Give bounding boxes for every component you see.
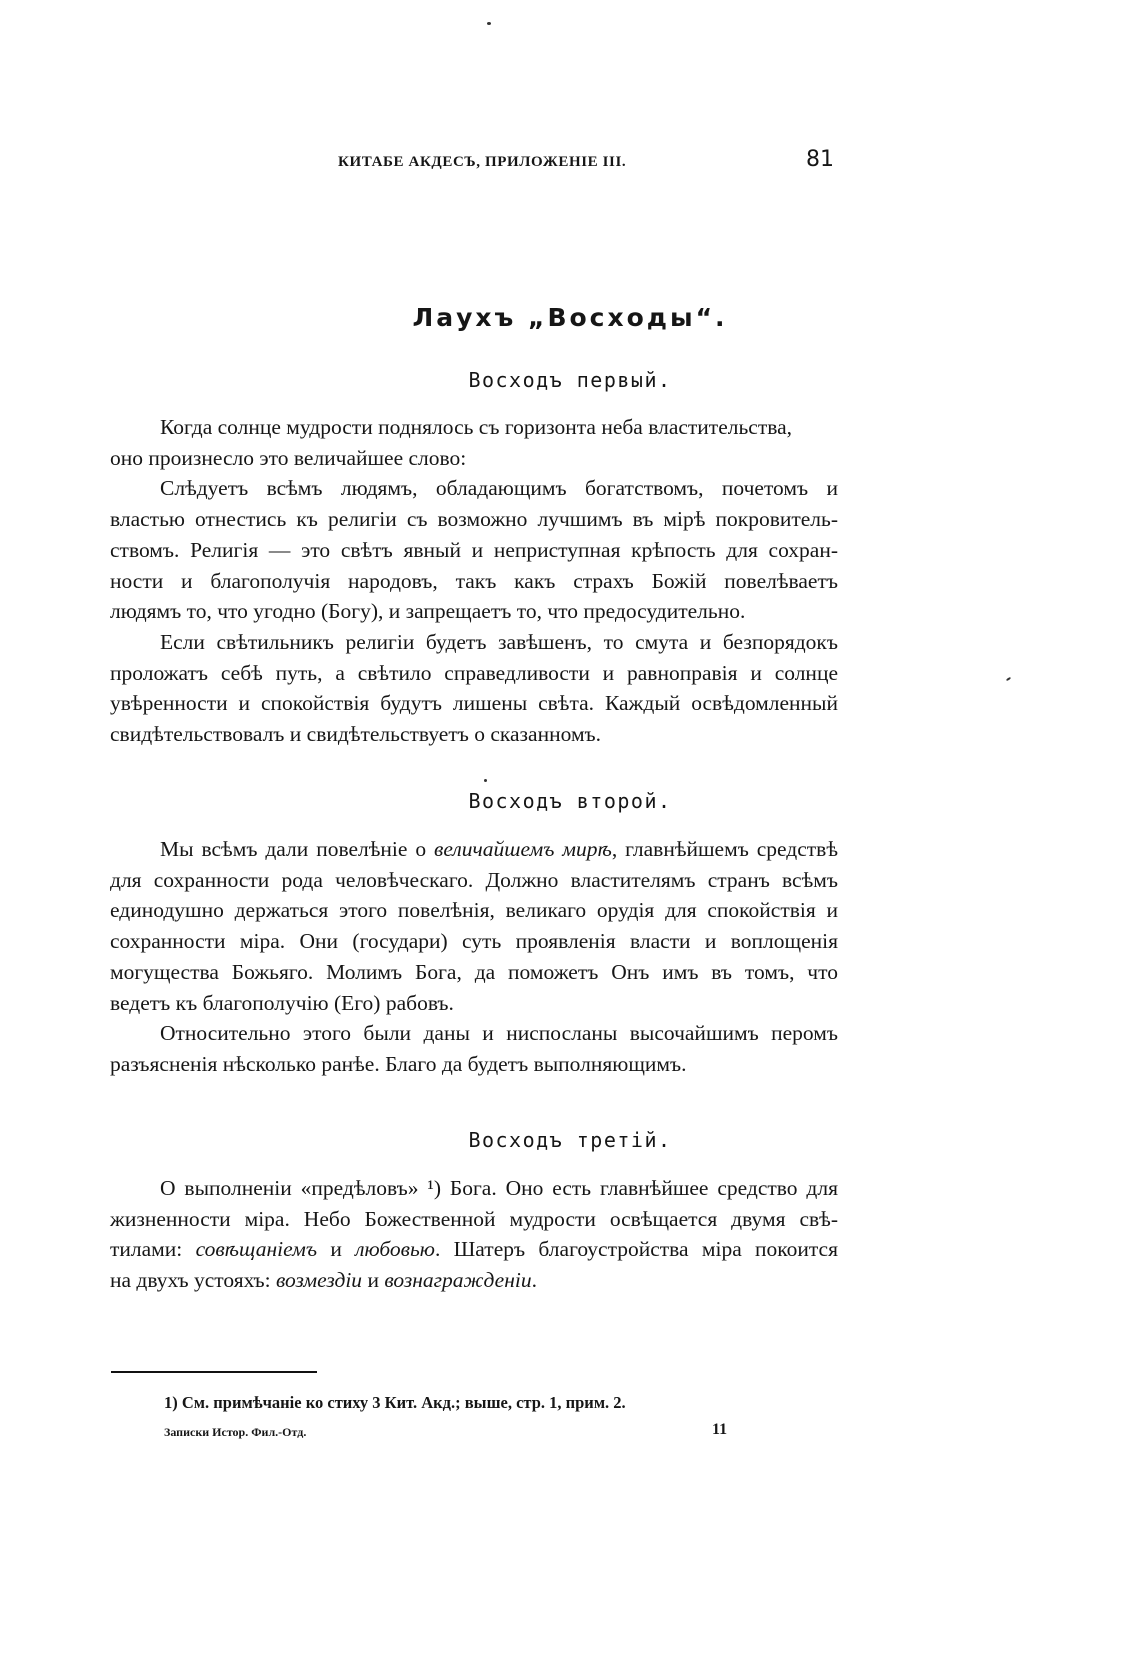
text-line: ствомъ. Религія — это свѣтъ явный и неприступная крѣпость для сохран-: [110, 537, 838, 562]
italic-term: вознагражденіи: [384, 1268, 532, 1293]
section-body-second: [110, 834, 838, 1080]
scan-speck: [484, 779, 487, 782]
text-line: Если свѣтильникъ религіи будетъ завѣшенъ, то смута и безпорядокъ: [160, 629, 838, 654]
text-line: ности и благополучія народовъ, такъ какъ страхъ Божій повелѣваетъ: [110, 568, 838, 593]
text-line: властью отнестись къ религіи съ возможно лучшимъ въ мірѣ покровитель-: [110, 507, 838, 532]
section-heading-second: Восходъ второй.: [468, 789, 672, 813]
text-line: могущества Божьяго. Молимъ Бога, да поможетъ Онъ имъ въ томъ, что: [110, 959, 838, 984]
text-line: для сохранности рода человѣческаго. Должно властителямъ странъ всѣмъ: [110, 867, 838, 892]
footer-signature: Записки Истор. Фил.-Отд.: [164, 1425, 307, 1439]
italic-term: совѣщаніемъ: [195, 1237, 318, 1262]
scan-speck: [487, 22, 491, 25]
text-line: жизненности міра. Небо Божественной мудрости освѣщается двумя свѣ-: [110, 1206, 838, 1231]
scan-speck: [1006, 677, 1011, 682]
italic-term: любовью: [355, 1237, 435, 1262]
running-head: КИТАБЕ АКДЕСЪ, ПРИЛОЖЕНІЕ III.: [338, 154, 627, 170]
text-line: Когда солнце мудрости поднялось съ горизонта неба властительства,: [160, 415, 793, 439]
text-line: оно произнесло это величайшее слово:: [110, 445, 467, 470]
text-line: [110, 1234, 838, 1265]
page-number: 81: [806, 147, 834, 172]
text-line: Относительно этого были даны и ниспосланы высочайшимъ перомъ: [160, 1021, 838, 1046]
italic-term: возмездіи: [276, 1268, 363, 1293]
italic-term: величайшемъ мирѣ: [434, 837, 612, 861]
section-heading-first: Восходъ первый.: [468, 368, 672, 392]
text-line: [110, 834, 838, 865]
section-body-third: [110, 1173, 838, 1296]
footer-sheet-number: 11: [712, 1421, 728, 1438]
text-line: сохранности міра. Они (государи) суть проявленія власти и воплощенія: [110, 929, 838, 954]
section-body-first: [110, 412, 838, 750]
text-run: тилами:: [110, 1237, 196, 1262]
footnote-divider: [111, 1371, 317, 1373]
section-heading-third: Восходъ третій.: [468, 1128, 672, 1152]
page-title: Лаухъ „Восходы“.: [412, 303, 728, 332]
text-run: и: [362, 1268, 385, 1293]
text-line: свидѣтельствовалъ и свидѣтельствуетъ о сказанномъ.: [110, 722, 602, 747]
text-run: и: [317, 1237, 356, 1262]
footnote: 1) См. примѣчаніе ко стиху 3 Кит. Акд.; выше, стр. 1, прим. 2.: [164, 1393, 626, 1412]
text-run: , главнѣйшемъ средствѣ: [611, 837, 839, 861]
text-line: увѣренности и спокойствія будутъ лишены свѣта. Каждый освѣдомленный: [110, 691, 838, 716]
text-run: Мы всѣмъ дали повелѣніе о: [160, 837, 435, 861]
text-line: ведетъ къ благополучію (Его) рабовъ.: [110, 990, 454, 1015]
text-line: разъясненія нѣсколько ранѣе. Благо да будетъ выполняющимъ.: [110, 1051, 687, 1076]
text-run: .: [531, 1268, 537, 1293]
text-line: Слѣдуетъ всѣмъ людямъ, обладающимъ богатствомъ, почетомъ и: [160, 476, 838, 501]
text-line: [110, 1265, 838, 1296]
text-line: проложатъ себѣ путь, а свѣтило справедливости и равноправія и солнце: [110, 660, 838, 685]
text-line: единодушно держаться этого повелѣнія, великаго орудія для спокойствія и: [110, 898, 838, 923]
text-run: на двухъ устояхъ:: [110, 1268, 276, 1293]
text-run: . Шатеръ благоустройства міра покоится: [434, 1237, 838, 1262]
text-line: людямъ то, что угодно (Богу), и запрещаетъ то, что предосудительно.: [110, 599, 746, 624]
text-line: О выполненіи «предѣловъ» ¹) Бога. Оно есть главнѣйшее средство для: [160, 1176, 838, 1200]
